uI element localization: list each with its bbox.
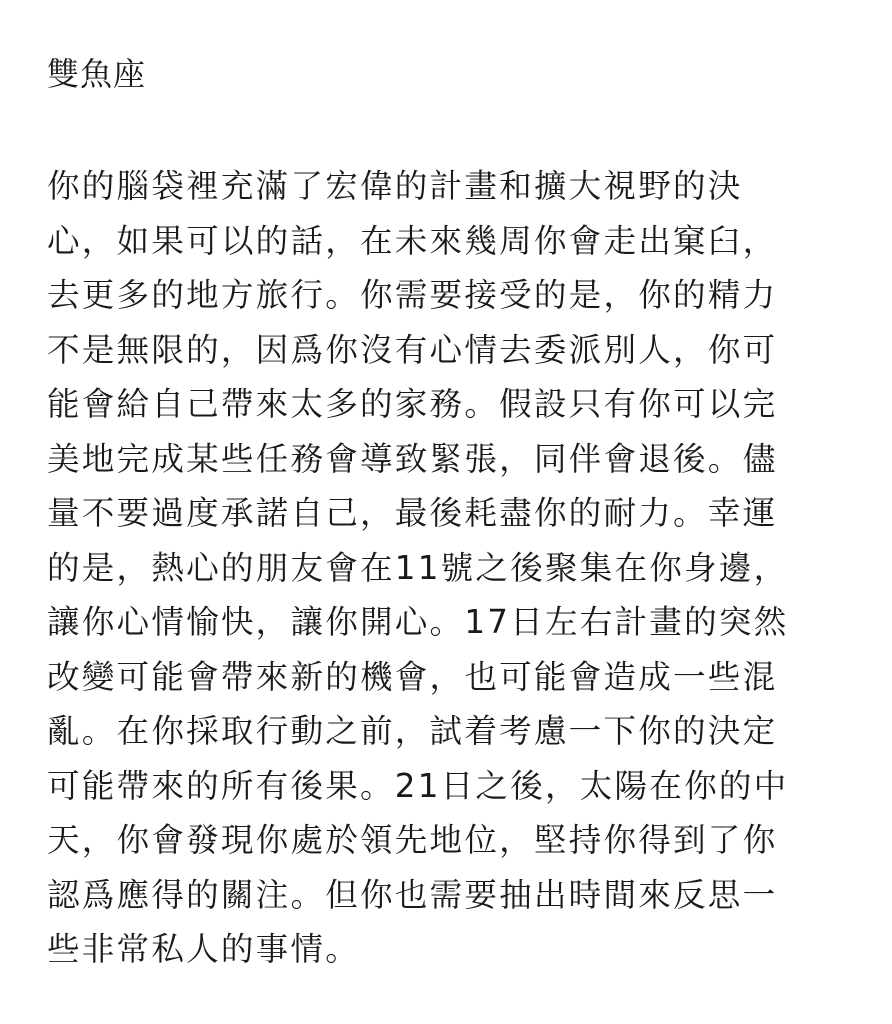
paragraph-line: 美地完成某些任務會導致緊張，同伴會退後。儘 [47, 439, 778, 478]
paragraph-line: 讓你心情愉快，讓你開心。17日左右計畫的突然 [47, 603, 789, 641]
horoscope-paragraph [47, 159, 867, 977]
paragraph-line: 的是，熱心的朋友會在11號之後聚集在你身邊， [47, 548, 789, 587]
page-title: 雙魚座 [47, 55, 147, 93]
paragraph-line: 認爲應得的關注。但你也需要抽出時間來反思一 [47, 875, 778, 914]
paragraph-line: 去更多的地方旅行。你需要接受的是，你的精力 [47, 276, 778, 314]
paragraph-line: 量不要過度承諾自己，最後耗盡你的耐力。幸運 [47, 494, 778, 532]
paragraph-line: 能會給自己帶來太多的家務。假設只有你可以完 [47, 385, 778, 423]
paragraph-line: 天，你會發現你處於領先地位，堅持你得到了你 [47, 821, 778, 859]
paragraph-line: 心，如果可以的話，在未來幾周你會走出窠臼， [47, 221, 778, 260]
paragraph-line: 亂。在你採取行動之前，試着考慮一下你的決定 [47, 712, 778, 750]
paragraph-line: 些非常私人的事情。 [47, 930, 361, 968]
paragraph-line: 不是無限的，因爲你沒有心情去委派別人，你可 [47, 330, 778, 369]
paragraph-line: 改變可能會帶來新的機會，也可能會造成一些混 [47, 657, 778, 696]
paragraph-line: 可能帶來的所有後果。21日之後，太陽在你的中 [47, 766, 789, 805]
paragraph-line: 你的腦袋裡充滿了宏偉的計畫和擴大視野的決 [47, 167, 743, 205]
